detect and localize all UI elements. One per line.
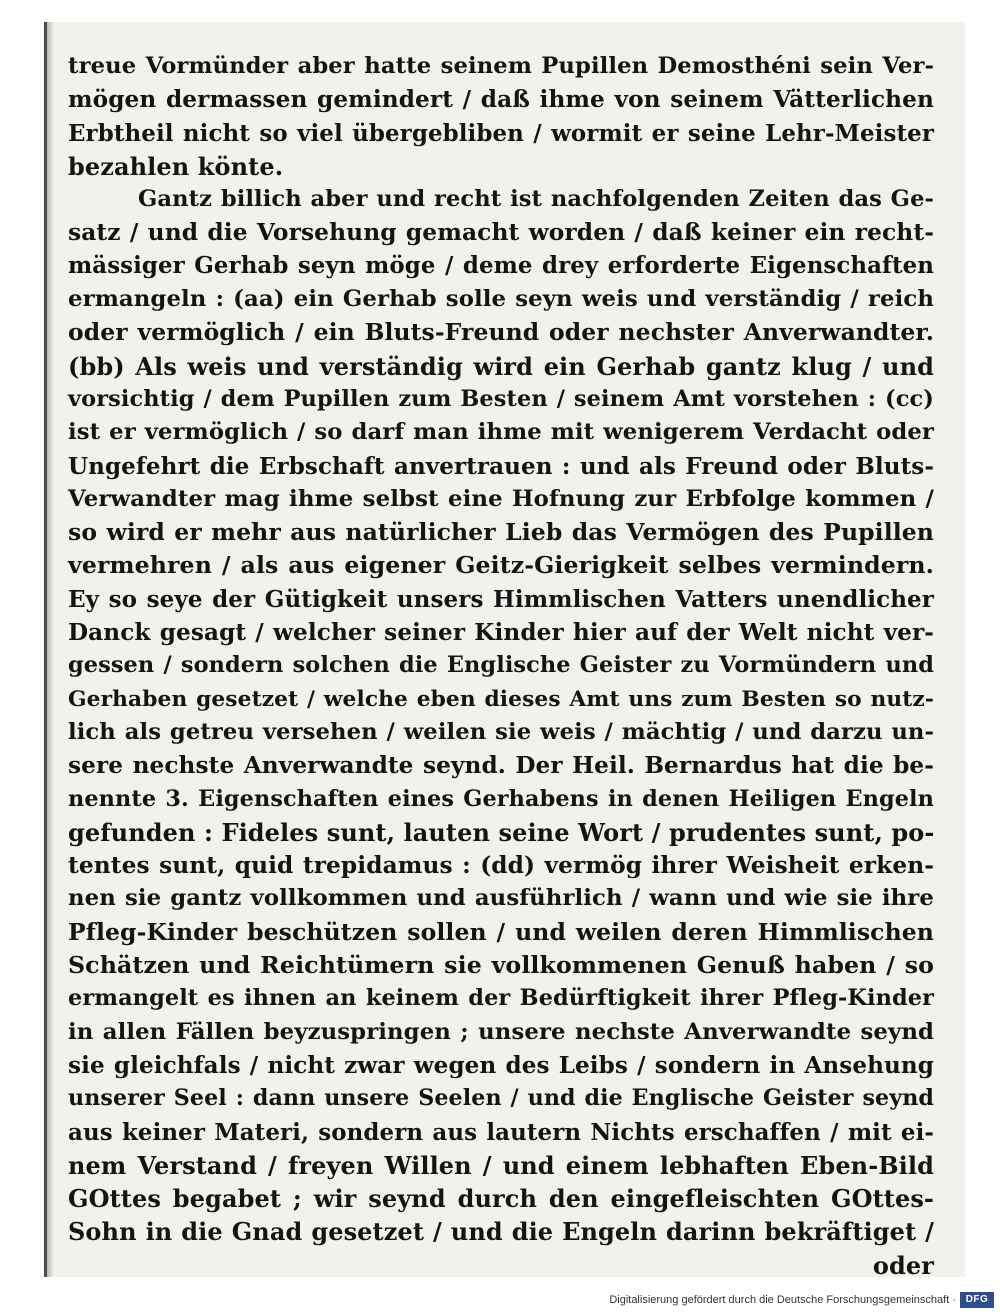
text-line: treue Vormünder aber hatte seinem Pupillen Demosthéni sein Ver- (68, 53, 934, 79)
text-line: lich als getreu versehen / weilen sie weis / mächtig / und darzu un- (68, 718, 934, 745)
text-line: tentes sunt, quid trepidamus : (dd) vermög ihrer Weisheit erken- (68, 852, 934, 880)
text-line: Danck gesagt / welcher seiner Kinder hier auf der Welt nicht ver- (68, 619, 934, 647)
dfg-logo: DFG (960, 1292, 994, 1308)
text-line: unserer Seel : dann unsere Seelen / und die Englische Geister seynd (68, 1085, 934, 1112)
text-line: bezahlen könte. (68, 151, 284, 181)
text-line: mögen dermassen gemindert / daß ihme von seinem Vätterlichen (68, 86, 934, 114)
text-line: Ungefehrt die Erbschaft anvertrauen : und als Freund oder Bluts- (68, 452, 934, 480)
text-line: nen sie gantz vollkommen und ausführlich / wann und wie sie ihre (68, 885, 934, 912)
text-line: Gantz billich aber und recht ist nachfolgenden Zeiten das Ge- (138, 186, 934, 213)
text-line: mässiger Gerhab seyn möge / deme drey erforderte Eigenschaften (68, 252, 934, 279)
text-line: (bb) Als weis und verständig wird ein Gerhab gantz klug / und (68, 351, 934, 381)
text-line: ist er vermöglich / so darf man ihme mit wenigerem Verdacht oder (68, 419, 934, 446)
page-edge-shadow (44, 22, 54, 1277)
text-line: gefunden : Fideles sunt, lauten seine Wort / prudentes sunt, po- (68, 817, 935, 847)
text-line: gessen / sondern solchen die Englische Geister zu Vormündern und (68, 652, 934, 679)
text-line: ermangelt es ihnen an keinem der Bedürftigkeit ihrer Pfleg-Kinder (68, 985, 934, 1012)
text-line: Sohn in die Gnad gesetzet / und die Engeln darinn bekräftiget / (68, 1217, 934, 1247)
text-line: satz / und die Vorsehung gemacht worden / daß keiner ein recht- (68, 219, 934, 247)
text-line: in allen Fällen beyzuspringen ; unsere nechste Anverwandte seynd (68, 1018, 934, 1045)
catchword: oder (872, 1250, 934, 1280)
text-line: aus keiner Materi, sondern aus lautern Nichts erschaffen / mit ei- (68, 1118, 934, 1146)
text-line: Verwandter mag ihme selbst eine Hofnung zur Erbfolge kommen / (68, 485, 934, 512)
text-line: oder vermöglich / ein Bluts-Freund oder nechster Anverwandter. (68, 318, 934, 347)
text-line: Ey so seye der Gütigkeit unsers Himmlischen Vatters unendlicher (68, 585, 934, 613)
text-line: nem Verstand / freyen Willen / und einem lebhaften Eben-Bild (68, 1150, 934, 1180)
text-line: ermangeln : (aa) ein Gerhab solle seyn weis und verständig / reich (68, 286, 934, 313)
body-text (68, 50, 934, 1282)
funding-notice: Digitalisierung gefördert durch die Deutsche Forschungsgemeinschaft · (609, 1294, 956, 1306)
text-line: Schätzen und Reichtümern sie vollkommenen Genuß haben / so (68, 951, 934, 980)
text-line: Pfleg-Kinder beschützen sollen / und weilen deren Himmlischen (68, 917, 934, 946)
text-line: sere nechste Anverwandte seynd. Der Heil. Bernardus hat die be- (68, 752, 934, 780)
text-line: vorsichtig / dem Pupillen zum Besten / seinem Amt vorstehen : (cc) (68, 385, 934, 412)
text-line: Erbtheil nicht so viel übergebliben / wormit er seine Lehr-Meister (68, 119, 934, 147)
text-line: nennte 3. Eigenschaften eines Gerhabens in denen Heiligen Engeln (68, 785, 934, 812)
text-line: sie gleichfals / nicht zwar wegen des Leibs / sondern in Ansehung (68, 1051, 934, 1079)
footer-bar (0, 1291, 1000, 1313)
text-line: vermehren / als aus eigener Geitz-Gierigkeit selbes vermindern. (68, 551, 934, 580)
text-line: Gerhaben gesetzet / welche eben dieses Amt uns zum Besten so nutz- (68, 686, 934, 712)
text-line: so wird er mehr aus natürlicher Lieb das Vermögen des Pupillen (68, 518, 934, 547)
text-line: GOttes begabet ; wir seynd durch den eingefleischten GOttes- (68, 1184, 934, 1214)
